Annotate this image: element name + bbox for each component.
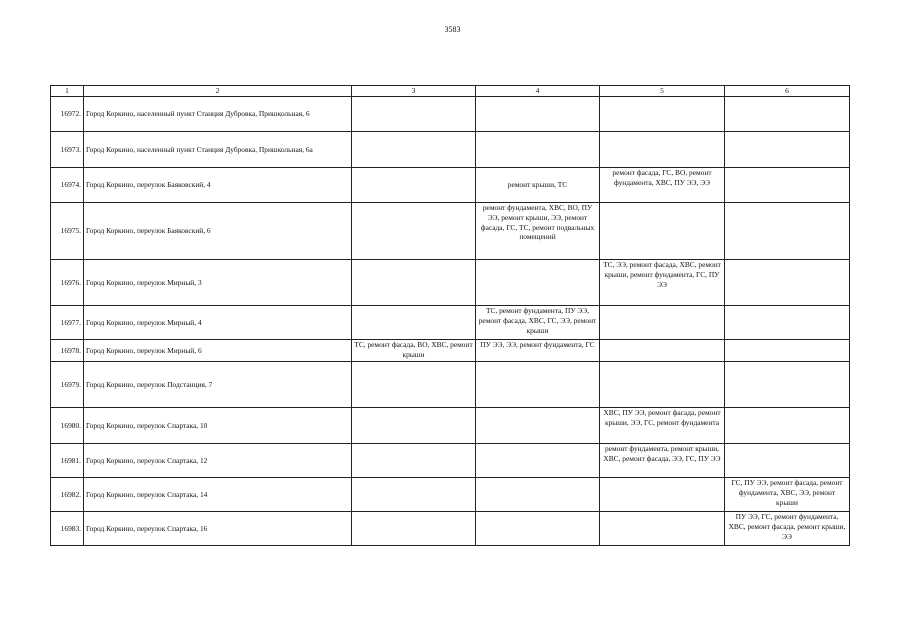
works-period-1-cell [352,478,476,512]
table-row [51,478,850,512]
row-number: 16972. [51,97,84,132]
column-header: 3 [352,86,476,97]
table-row [51,168,850,203]
address-cell: Город Коркино, переулок Мирный, 6 [84,340,352,362]
works-period-3-cell [600,306,725,340]
works-period-3-cell: ремонт фундамента, ремонт крыши, ХВС, ремонт фасада, ЭЭ, ГС, ПУ ЭЭ [600,444,725,478]
works-period-2-cell [476,362,600,408]
works-period-2-cell [476,512,600,546]
works-period-1-cell [352,408,476,444]
works-period-4-cell [725,340,850,362]
address-cell: Город Коркино, переулок Мирный, 4 [84,306,352,340]
works-period-2-cell: ТС, ремонт фундамента, ПУ ЭЭ, ремонт фасада, ХВС, ГС, ЭЭ, ремонт крыши [476,306,600,340]
works-period-1-cell [352,132,476,168]
works-period-1-cell [352,203,476,260]
table-row [51,306,850,340]
address-cell: Город Коркино, переулок Спартака, 16 [84,512,352,546]
row-number: 16979. [51,362,84,408]
works-period-1-cell [352,306,476,340]
works-period-2-cell [476,260,600,306]
page-number: 3583 [444,25,461,34]
works-period-1-cell [352,260,476,306]
works-period-4-cell: ПУ ЭЭ, ГС, ремонт фундамента, ХВС, ремонт фасада, ремонт крыши, ЭЭ [725,512,850,546]
works-period-1-cell [352,97,476,132]
column-header-row [51,86,850,97]
column-header: 4 [476,86,600,97]
works-period-4-cell [725,408,850,444]
works-period-3-cell: ТС, ЭЭ, ремонт фасада, ХВС, ремонт крыши, ремонт фундамента, ГС, ПУ ЭЭ [600,260,725,306]
row-number: 16977. [51,306,84,340]
row-number: 16981. [51,444,84,478]
works-period-4-cell: ГС, ПУ ЭЭ, ремонт фасада, ремонт фундамента, ХВС, ЭЭ, ремонт крыши [725,478,850,512]
works-period-2-cell: ремонт фундамента, ХВС, ВО, ПУ ЭЭ, ремонт крыши, ЭЭ, ремонт фасада, ГС, ТС, ремонт подвальных помещений [476,203,600,260]
table-row [51,340,850,362]
column-header: 5 [600,86,725,97]
works-period-2-cell [476,97,600,132]
works-period-4-cell [725,203,850,260]
column-header: 1 [51,86,84,97]
column-header: 2 [84,86,352,97]
works-period-3-cell [600,478,725,512]
table-row [51,444,850,478]
row-number: 16983. [51,512,84,546]
works-period-1-cell [352,168,476,203]
works-period-3-cell [600,203,725,260]
works-period-3-cell [600,512,725,546]
address-cell: Город Коркино, переулок Спартака, 14 [84,478,352,512]
table-row [51,203,850,260]
table-row [51,408,850,444]
row-number: 16980. [51,408,84,444]
address-cell: Город Коркино, переулок Подстанция, 7 [84,362,352,408]
works-period-2-cell: ремонт крыши, ТС [476,168,600,203]
table-row [51,132,850,168]
works-period-3-cell [600,340,725,362]
address-cell: Город Коркино, переулок Спартака, 10 [84,408,352,444]
row-number: 16973. [51,132,84,168]
works-period-4-cell [725,444,850,478]
works-period-2-cell: ПУ ЭЭ, ЭЭ, ремонт фундамента, ГС [476,340,600,362]
works-period-1-cell [352,444,476,478]
works-period-1-cell: ТС, ремонт фасада, ВО, ХВС, ремонт крыши [352,340,476,362]
works-period-4-cell [725,132,850,168]
repair-schedule-table [50,85,850,546]
works-period-1-cell [352,512,476,546]
works-period-3-cell [600,132,725,168]
table-row [51,362,850,408]
address-cell: Город Коркино, переулок Спартака, 12 [84,444,352,478]
address-cell: Город Коркино, переулок Баяковский, 4 [84,168,352,203]
address-cell: Город Коркино, населенный пункт Станция Дубровка, Пришкольная, 6а [84,132,352,168]
works-period-3-cell [600,362,725,408]
row-number: 16974. [51,168,84,203]
table-row [51,260,850,306]
works-period-3-cell: ремонт фасада, ГС, ВО, ремонт фундамента, ХВС, ПУ ЭЭ, ЭЭ [600,168,725,203]
works-period-4-cell [725,97,850,132]
works-period-2-cell [476,478,600,512]
works-period-4-cell [725,362,850,408]
row-number: 16982. [51,478,84,512]
works-period-4-cell [725,168,850,203]
address-cell: Город Коркино, переулок Баяковский, 6 [84,203,352,260]
table-row [51,512,850,546]
row-number: 16976. [51,260,84,306]
works-period-2-cell [476,408,600,444]
works-period-2-cell [476,132,600,168]
works-period-3-cell [600,97,725,132]
works-period-3-cell: ХВС, ПУ ЭЭ, ремонт фасада, ремонт крыши, ЭЭ, ГС, ремонт фундамента [600,408,725,444]
table-row [51,97,850,132]
column-header: 6 [725,86,850,97]
row-number: 16978. [51,340,84,362]
works-period-4-cell [725,260,850,306]
address-cell: Город Коркино, переулок Мирный, 3 [84,260,352,306]
works-period-2-cell [476,444,600,478]
row-number: 16975. [51,203,84,260]
address-cell: Город Коркино, населенный пункт Станция Дубровка, Пришкольная, 6 [84,97,352,132]
works-period-1-cell [352,362,476,408]
works-period-4-cell [725,306,850,340]
